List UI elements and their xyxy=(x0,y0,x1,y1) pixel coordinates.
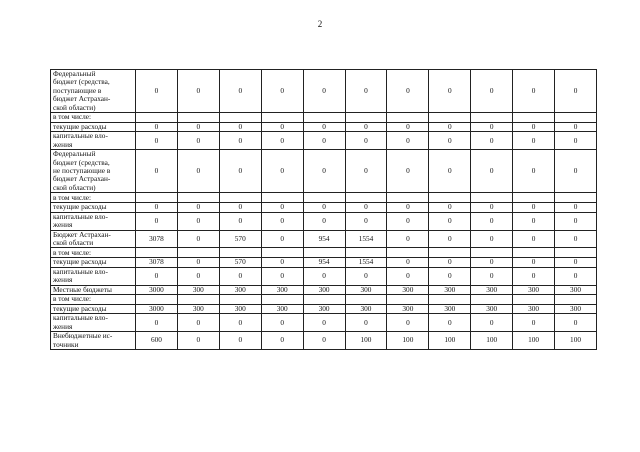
value-cell: 0 xyxy=(429,212,471,230)
value-cell: 0 xyxy=(303,314,345,332)
value-cell xyxy=(555,193,597,203)
value-cell: 0 xyxy=(429,132,471,150)
value-cell: 0 xyxy=(261,70,303,113)
value-cell: 0 xyxy=(471,314,513,332)
value-cell xyxy=(471,193,513,203)
row-label-line: текущие расходы xyxy=(53,257,107,267)
row-label-line: жения xyxy=(53,321,73,331)
value-cell: 0 xyxy=(136,123,178,132)
row-label-line: в том числе: xyxy=(53,192,92,202)
value-cell: 0 xyxy=(555,123,597,132)
table-row xyxy=(51,267,597,285)
value-cell: 300 xyxy=(555,304,597,313)
page-number: 2 xyxy=(317,19,323,29)
value-cell: 0 xyxy=(136,212,178,230)
value-cell xyxy=(555,294,597,304)
table-row xyxy=(51,150,597,193)
value-cell xyxy=(136,294,178,304)
row-label xyxy=(51,132,136,150)
value-cell: 0 xyxy=(387,258,429,267)
value-cell: 3078 xyxy=(136,230,178,248)
table-row xyxy=(51,70,597,113)
table-row xyxy=(51,304,597,313)
row-label-line: текущие расходы xyxy=(53,303,107,313)
value-cell: 0 xyxy=(177,230,219,248)
value-cell: 0 xyxy=(513,70,555,113)
value-cell xyxy=(219,113,261,123)
value-cell: 0 xyxy=(471,203,513,212)
value-cell: 0 xyxy=(387,212,429,230)
value-cell: 954 xyxy=(303,230,345,248)
value-cell: 300 xyxy=(429,285,471,294)
value-cell: 0 xyxy=(177,123,219,132)
value-cell: 0 xyxy=(429,123,471,132)
value-cell: 300 xyxy=(555,285,597,294)
row-label-line: в том числе: xyxy=(53,112,92,122)
value-cell: 0 xyxy=(136,267,178,285)
value-cell: 0 xyxy=(471,150,513,193)
value-cell xyxy=(177,113,219,123)
row-label-line: капитальные вло- xyxy=(53,266,108,276)
row-label-line: капитальные вло- xyxy=(53,131,108,141)
value-cell: 0 xyxy=(303,150,345,193)
value-cell xyxy=(136,193,178,203)
value-cell xyxy=(177,193,219,203)
value-cell: 0 xyxy=(177,267,219,285)
value-cell xyxy=(513,113,555,123)
value-cell: 300 xyxy=(261,304,303,313)
value-cell: 0 xyxy=(471,70,513,113)
value-cell xyxy=(429,294,471,304)
value-cell: 0 xyxy=(303,332,345,350)
value-cell: 0 xyxy=(219,203,261,212)
value-cell: 0 xyxy=(471,230,513,248)
row-label xyxy=(51,113,136,123)
value-cell: 0 xyxy=(303,123,345,132)
value-cell: 0 xyxy=(345,70,387,113)
value-cell: 0 xyxy=(345,123,387,132)
value-cell: 100 xyxy=(429,332,471,350)
value-cell: 0 xyxy=(219,123,261,132)
value-cell: 0 xyxy=(261,267,303,285)
row-label xyxy=(51,230,136,248)
value-cell xyxy=(219,193,261,203)
value-cell: 0 xyxy=(471,132,513,150)
value-cell: 100 xyxy=(471,332,513,350)
value-cell: 0 xyxy=(429,203,471,212)
row-label xyxy=(51,248,136,258)
value-cell: 0 xyxy=(555,150,597,193)
table-row xyxy=(51,203,597,212)
value-cell: 0 xyxy=(177,150,219,193)
value-cell: 0 xyxy=(136,70,178,113)
value-cell: 0 xyxy=(261,258,303,267)
value-cell xyxy=(513,248,555,258)
value-cell xyxy=(303,113,345,123)
value-cell: 300 xyxy=(219,285,261,294)
value-cell: 3000 xyxy=(136,304,178,313)
value-cell: 954 xyxy=(303,258,345,267)
value-cell: 0 xyxy=(513,258,555,267)
value-cell: 300 xyxy=(261,285,303,294)
row-label-line: Внебюджетные ис- xyxy=(53,331,113,341)
budget-table xyxy=(50,69,597,350)
value-cell: 0 xyxy=(555,258,597,267)
value-cell xyxy=(513,294,555,304)
value-cell: 600 xyxy=(136,332,178,350)
value-cell: 0 xyxy=(429,70,471,113)
value-cell: 0 xyxy=(345,132,387,150)
row-label-line: жения xyxy=(53,275,73,285)
value-cell xyxy=(513,193,555,203)
value-cell xyxy=(555,248,597,258)
value-cell: 0 xyxy=(471,212,513,230)
value-cell: 0 xyxy=(429,258,471,267)
value-cell: 300 xyxy=(303,304,345,313)
value-cell xyxy=(345,193,387,203)
value-cell xyxy=(387,248,429,258)
value-cell: 0 xyxy=(219,267,261,285)
value-cell: 3078 xyxy=(136,258,178,267)
row-label-line: в том числе: xyxy=(53,294,92,304)
value-cell: 0 xyxy=(261,212,303,230)
value-cell: 0 xyxy=(555,314,597,332)
value-cell: 0 xyxy=(555,230,597,248)
value-cell: 0 xyxy=(136,132,178,150)
row-label xyxy=(51,267,136,285)
value-cell: 100 xyxy=(513,332,555,350)
value-cell: 3000 xyxy=(136,285,178,294)
value-cell xyxy=(219,294,261,304)
row-label xyxy=(51,294,136,304)
row-label-line: точники xyxy=(53,339,79,349)
value-cell: 0 xyxy=(387,150,429,193)
row-label-line: Бюджет Астрахан- xyxy=(53,229,111,239)
value-cell xyxy=(555,113,597,123)
value-cell: 0 xyxy=(555,267,597,285)
value-cell xyxy=(261,113,303,123)
table-row xyxy=(51,132,597,150)
value-cell: 300 xyxy=(177,304,219,313)
value-cell: 0 xyxy=(471,267,513,285)
row-label-line: бюджет Астрахан- xyxy=(53,174,111,184)
value-cell: 0 xyxy=(345,267,387,285)
row-label-line: текущие расходы xyxy=(53,202,107,212)
value-cell: 300 xyxy=(429,304,471,313)
row-label xyxy=(51,332,136,350)
value-cell: 0 xyxy=(513,203,555,212)
value-cell: 0 xyxy=(261,230,303,248)
row-label xyxy=(51,212,136,230)
value-cell: 0 xyxy=(261,132,303,150)
value-cell: 0 xyxy=(345,212,387,230)
value-cell: 300 xyxy=(387,304,429,313)
value-cell: 0 xyxy=(513,123,555,132)
row-label-line: Федеральный xyxy=(53,149,96,159)
value-cell xyxy=(303,193,345,203)
value-cell: 0 xyxy=(303,212,345,230)
row-label-line: текущие расходы xyxy=(53,122,107,132)
row-label-line: жения xyxy=(53,139,73,149)
row-label-line: не поступающие в xyxy=(53,166,111,176)
value-cell: 0 xyxy=(261,150,303,193)
value-cell: 100 xyxy=(387,332,429,350)
value-cell: 300 xyxy=(471,304,513,313)
value-cell: 0 xyxy=(177,203,219,212)
value-cell xyxy=(429,113,471,123)
value-cell: 300 xyxy=(513,285,555,294)
table-row xyxy=(51,314,597,332)
value-cell: 0 xyxy=(429,314,471,332)
value-cell: 0 xyxy=(555,132,597,150)
value-cell: 0 xyxy=(513,132,555,150)
value-cell: 0 xyxy=(136,203,178,212)
value-cell: 0 xyxy=(513,150,555,193)
value-cell: 0 xyxy=(387,123,429,132)
value-cell: 0 xyxy=(136,150,178,193)
row-label xyxy=(51,150,136,193)
value-cell xyxy=(303,294,345,304)
value-cell xyxy=(261,248,303,258)
row-label xyxy=(51,70,136,113)
value-cell: 300 xyxy=(471,285,513,294)
value-cell: 300 xyxy=(345,304,387,313)
row-label-line: ской области) xyxy=(53,102,96,112)
value-cell: 0 xyxy=(177,314,219,332)
value-cell: 0 xyxy=(513,230,555,248)
value-cell: 0 xyxy=(429,150,471,193)
value-cell: 0 xyxy=(513,314,555,332)
value-cell: 0 xyxy=(219,332,261,350)
value-cell: 0 xyxy=(387,70,429,113)
value-cell: 0 xyxy=(261,123,303,132)
value-cell xyxy=(429,193,471,203)
row-label-line: бюджет (средства, xyxy=(53,157,110,167)
value-cell: 0 xyxy=(219,132,261,150)
row-label-line: бюджет Астрахан- xyxy=(53,94,111,104)
value-cell xyxy=(387,193,429,203)
value-cell: 0 xyxy=(136,314,178,332)
value-cell xyxy=(177,294,219,304)
value-cell: 100 xyxy=(345,332,387,350)
value-cell: 100 xyxy=(555,332,597,350)
value-cell: 0 xyxy=(261,332,303,350)
value-cell xyxy=(345,294,387,304)
row-label xyxy=(51,314,136,332)
value-cell: 0 xyxy=(555,70,597,113)
row-label-line: поступающие в xyxy=(53,85,102,95)
value-cell: 300 xyxy=(387,285,429,294)
value-cell xyxy=(471,294,513,304)
subheader-row xyxy=(51,248,597,258)
value-cell: 0 xyxy=(513,267,555,285)
subheader-row xyxy=(51,193,597,203)
value-cell: 0 xyxy=(177,258,219,267)
value-cell xyxy=(219,248,261,258)
value-cell: 0 xyxy=(345,314,387,332)
value-cell: 0 xyxy=(387,314,429,332)
row-label xyxy=(51,285,136,294)
value-cell xyxy=(345,248,387,258)
value-cell: 0 xyxy=(345,150,387,193)
value-cell xyxy=(387,113,429,123)
row-label-line: бюджет (средства, xyxy=(53,77,110,87)
value-cell: 0 xyxy=(471,123,513,132)
row-label-line: жения xyxy=(53,220,73,230)
value-cell: 0 xyxy=(219,314,261,332)
value-cell: 0 xyxy=(387,230,429,248)
value-cell: 0 xyxy=(261,314,303,332)
row-label-line: в том числе: xyxy=(53,247,92,257)
value-cell: 0 xyxy=(471,258,513,267)
value-cell: 0 xyxy=(555,212,597,230)
value-cell: 0 xyxy=(303,267,345,285)
value-cell: 0 xyxy=(219,70,261,113)
value-cell xyxy=(429,248,471,258)
value-cell: 0 xyxy=(429,230,471,248)
value-cell: 0 xyxy=(387,267,429,285)
value-cell: 0 xyxy=(555,203,597,212)
row-label-line: капитальные вло- xyxy=(53,313,108,323)
subheader-row xyxy=(51,113,597,123)
value-cell: 1554 xyxy=(345,258,387,267)
value-cell xyxy=(471,248,513,258)
table-row xyxy=(51,258,597,267)
row-label-line: ской области xyxy=(53,237,94,247)
table-row xyxy=(51,123,597,132)
value-cell: 0 xyxy=(345,203,387,212)
value-cell: 1554 xyxy=(345,230,387,248)
value-cell: 0 xyxy=(219,150,261,193)
table-row xyxy=(51,285,597,294)
value-cell xyxy=(387,294,429,304)
row-label xyxy=(51,193,136,203)
value-cell: 570 xyxy=(219,258,261,267)
value-cell xyxy=(136,248,178,258)
value-cell: 300 xyxy=(177,285,219,294)
table-row xyxy=(51,332,597,350)
value-cell: 0 xyxy=(303,132,345,150)
value-cell xyxy=(303,248,345,258)
row-label-line: Местные бюджеты xyxy=(53,284,112,294)
row-label-line: Федеральный xyxy=(53,69,96,78)
value-cell: 0 xyxy=(429,267,471,285)
value-cell: 300 xyxy=(303,285,345,294)
value-cell: 0 xyxy=(177,70,219,113)
value-cell xyxy=(345,113,387,123)
value-cell: 0 xyxy=(177,212,219,230)
value-cell: 0 xyxy=(219,212,261,230)
row-label-line: ской области) xyxy=(53,182,96,192)
table-row xyxy=(51,212,597,230)
row-label-line: капитальные вло- xyxy=(53,211,108,221)
value-cell: 0 xyxy=(261,203,303,212)
value-cell: 0 xyxy=(387,203,429,212)
value-cell: 0 xyxy=(303,70,345,113)
value-cell xyxy=(261,294,303,304)
value-cell: 0 xyxy=(387,132,429,150)
value-cell: 300 xyxy=(513,304,555,313)
value-cell xyxy=(471,113,513,123)
value-cell: 0 xyxy=(177,332,219,350)
value-cell: 570 xyxy=(219,230,261,248)
value-cell xyxy=(177,248,219,258)
value-cell: 0 xyxy=(177,132,219,150)
budget-table-body xyxy=(51,70,597,350)
value-cell xyxy=(261,193,303,203)
value-cell: 0 xyxy=(303,203,345,212)
subheader-row xyxy=(51,294,597,304)
table-row xyxy=(51,230,597,248)
value-cell: 300 xyxy=(345,285,387,294)
value-cell: 0 xyxy=(513,212,555,230)
value-cell xyxy=(136,113,178,123)
value-cell: 300 xyxy=(219,304,261,313)
